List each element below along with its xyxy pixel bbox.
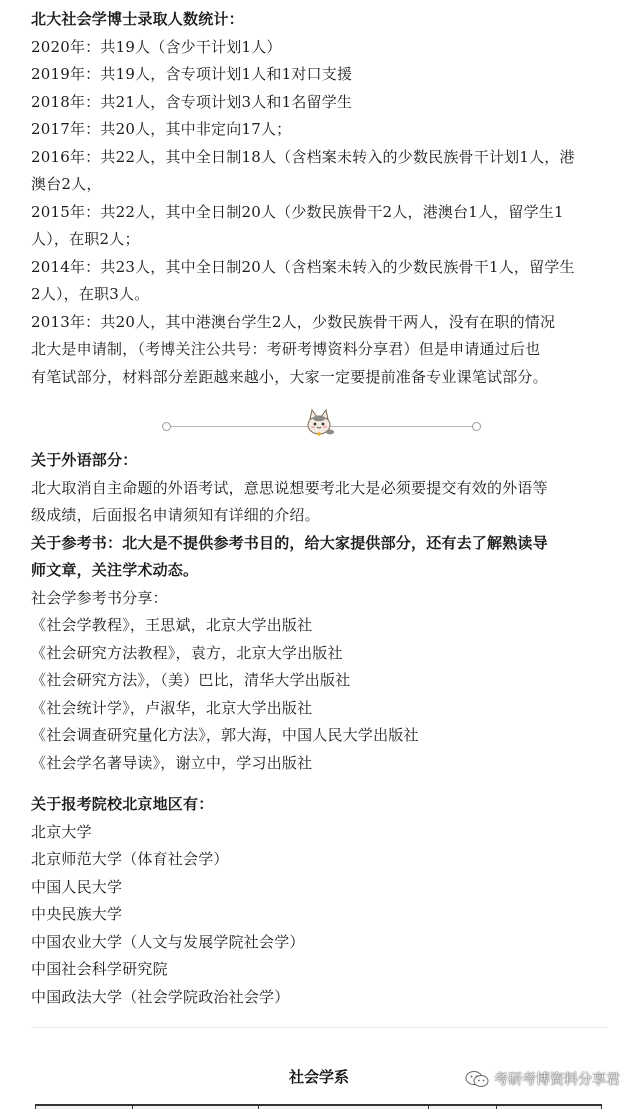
books-intro-line: 师文章，关注学术动态。 xyxy=(31,561,199,579)
book-item: 《社会研究方法教程》，袁方，北京大学出版社 xyxy=(31,643,343,662)
stats-line: 澳台2人， xyxy=(31,175,102,193)
stats-line: 2人），在职3人。 xyxy=(31,285,150,303)
school-item: 中国人民大学 xyxy=(31,877,123,896)
stats-line: 2020年：共19人（含少干计划1人） xyxy=(31,37,282,56)
stats-line: 2019年：共19人，含专项计划1人和1对口支援 xyxy=(31,65,353,83)
book-item: 《社会学名著导读》，谢立中，学习出版社 xyxy=(31,753,313,772)
book-item: 《社会调查研究量化方法》，郭大海，中国人民大学出版社 xyxy=(31,726,419,744)
wechat-icon xyxy=(464,1070,490,1088)
books-list xyxy=(31,612,615,777)
divider-dot-left xyxy=(162,422,171,431)
book-item: 《社会研究方法》，（美）巴比，清华大学出版社 xyxy=(31,671,351,689)
school-item: 北京大学 xyxy=(31,822,92,841)
cat-icon xyxy=(301,407,337,437)
footer-divider xyxy=(31,1027,607,1028)
note-line: 北大是申请制，（考博关注公共号：考研考博资料分享君）但是申请通过后也 xyxy=(31,340,541,358)
note-line: 有笔试部分，材料部分差距越来越小，大家一定要提前准备专业课笔试部分。 xyxy=(31,367,548,386)
school-item: 中国政法大学（社会学院政治社会学） xyxy=(31,987,290,1006)
school-item: 北京师范大学（体育社会学） xyxy=(31,850,229,868)
watermark-text: 考研考博资料分享君 xyxy=(494,1072,620,1088)
language-line: 级成绩，后面报名申请须知有详细的介绍。 xyxy=(31,506,320,524)
table-title: 社会学系 xyxy=(288,1068,349,1086)
school-item: 中国社会科学研究院 xyxy=(31,960,168,978)
article-body xyxy=(31,6,615,1011)
book-item: 《社会学教程》，王思斌，北京大学出版社 xyxy=(31,616,313,634)
divider-dot-right xyxy=(472,422,481,431)
watermark xyxy=(464,1069,620,1089)
stats-line: 2013年：共20人，其中港澳台学生2人，少数民族骨干两人，没有在职的情况 xyxy=(31,312,556,331)
stats-line: 2018年：共21人，含专项计划3人和1名留学生 xyxy=(31,92,353,111)
language-line: 北大取消自主命题的外语考试，意思说想要考北大是必须要提交有效的外语等 xyxy=(31,478,548,497)
stats-list xyxy=(31,34,615,337)
stats-heading: 北大社会学博士录取人数统计： xyxy=(31,10,244,28)
book-item: 《社会统计学》，卢淑华，北京大学出版社 xyxy=(31,698,313,717)
school-item: 中央民族大学 xyxy=(31,905,123,923)
table-header-edge xyxy=(35,1104,602,1109)
books-intro-line: 关于参考书：北大是不提供参考书目的，给大家提供部分，还有去了解熟读导 xyxy=(31,533,548,552)
school-item: 中国农业大学（人文与发展学院社会学） xyxy=(31,932,305,951)
stats-line: 人），在职2人； xyxy=(31,230,140,248)
section-divider xyxy=(31,393,615,447)
schools-heading: 关于报考院校北京地区有： xyxy=(31,795,214,813)
stats-line: 2016年：共22人，其中全日制18人（含档案未转入的少数民族骨干计划1人，港 xyxy=(31,147,575,166)
books-heading: 社会学参考书分享： xyxy=(31,588,168,607)
stats-line: 2015年：共22人，其中全日制20人（少数民族骨干2人，港澳台1人，留学生1 xyxy=(31,202,564,221)
language-heading: 关于外语部分： xyxy=(31,451,138,469)
spacer xyxy=(31,777,615,791)
stats-line: 2014年：共23人，其中全日制20人（含档案未转入的少数民族骨干1人，留学生 xyxy=(31,257,575,276)
stats-line: 2017年：共20人，其中非定向17人； xyxy=(31,120,292,138)
schools-list xyxy=(31,819,615,1012)
